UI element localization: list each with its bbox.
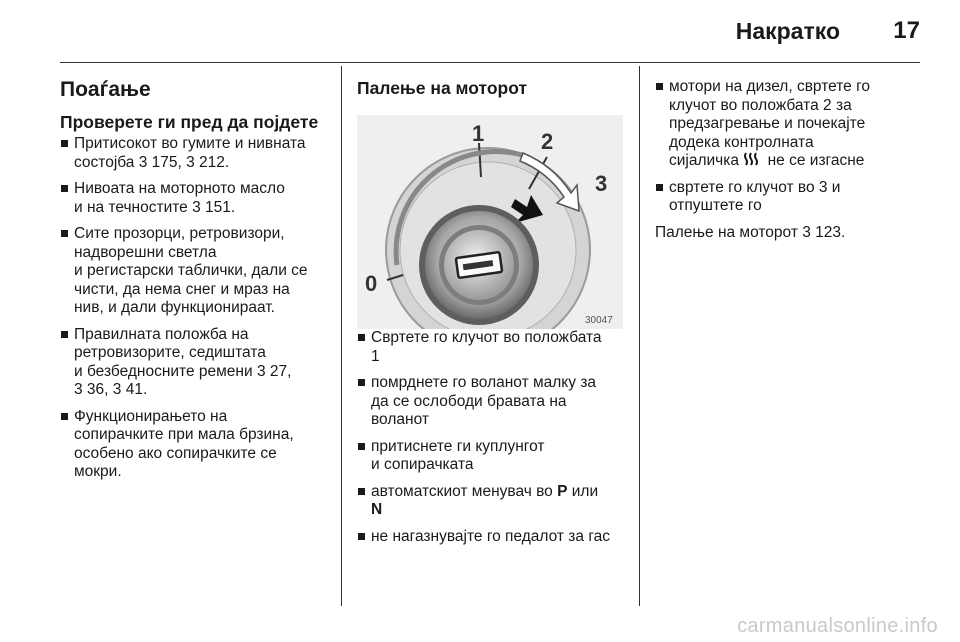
text-run: не се изгасне: [763, 152, 865, 169]
page-number: 17: [893, 17, 920, 44]
ignition-lock-illustration: [357, 115, 623, 329]
ignition-figure: [357, 115, 623, 329]
column-left: [60, 70, 332, 490]
list-line: свртете го клучот во 3 и: [669, 178, 841, 196]
page-header: [0, 0, 960, 64]
list-item: [357, 329, 629, 366]
column-divider-left: [341, 66, 342, 606]
list-line: [669, 152, 927, 171]
list-line: мотори на дизел, свртете го: [669, 78, 871, 95]
position-label-0: 0: [365, 271, 378, 296]
list-item: [357, 374, 629, 430]
list-line: отпуштете го: [669, 197, 762, 214]
position-label-3: 3: [595, 171, 608, 196]
gear-n-label: N: [371, 501, 383, 518]
figure-code: 30047: [585, 315, 613, 326]
square-bullet-icon: [61, 331, 68, 338]
list-line: и регистарски таблички, дали се: [74, 262, 308, 279]
list-line: да се ослободи бравата на: [371, 392, 567, 410]
position-label-2: 2: [541, 129, 554, 154]
list-line: 3 36, 3 41.: [74, 381, 148, 398]
list-line: надворешни светла: [74, 243, 217, 261]
square-bullet-icon: [358, 334, 365, 341]
glow-plug-icon: [743, 152, 763, 166]
list-line: сопирачките при мала брзина,: [74, 426, 294, 443]
start-steps-continued: [655, 78, 927, 216]
section-title: Накратко: [735, 18, 840, 44]
watermark: carmanualsonline.info: [737, 615, 938, 637]
list-line: 1: [371, 347, 380, 365]
square-bullet-icon: [358, 443, 365, 450]
list-line: особено ако сопирачките се: [74, 444, 277, 462]
list-item: [60, 408, 332, 482]
square-bullet-icon: [358, 533, 365, 540]
square-bullet-icon: [656, 184, 663, 191]
list-line: клучот во положбата 2 за: [669, 96, 852, 114]
key-slot: [456, 252, 502, 278]
list-item: [655, 78, 927, 171]
list-line: не нагазнувајте го педалот за гас: [371, 527, 611, 545]
list-line: состојба 3 175, 3 212.: [74, 153, 230, 171]
list-item: [60, 225, 332, 318]
square-bullet-icon: [61, 140, 68, 147]
list-item: [60, 135, 332, 172]
list-line: воланот: [371, 411, 429, 428]
subsection-heading: Проверете ги пред да појдете: [60, 112, 319, 132]
cross-reference: Палење на моторот 3 123.: [655, 223, 846, 241]
square-bullet-icon: [358, 379, 365, 386]
section-heading: Палење на моторот: [357, 78, 528, 98]
list-line: Функционирањето на: [74, 407, 228, 425]
list-line: предзагревање и почекајте: [669, 115, 866, 132]
list-line: ретровизорите, седиштата: [74, 344, 266, 361]
list-line: притиснете ги куплунгот: [371, 437, 545, 455]
square-bullet-icon: [61, 413, 68, 420]
list-line: Сите прозорци, ретровизори,: [74, 225, 285, 242]
list-line: Нивоата на моторното масло: [74, 180, 285, 197]
list-item: [357, 438, 629, 475]
list-item: [60, 326, 332, 400]
list-line: додека контролната: [669, 133, 814, 151]
list-item: [60, 180, 332, 217]
start-steps: [357, 329, 629, 546]
column-divider-right: [639, 66, 640, 606]
list-line: нив, и дали функционираат.: [74, 299, 275, 316]
list-line: и безбедносните ремени 3 27,: [74, 362, 292, 380]
checklist: [60, 135, 332, 482]
text-run: сијаличка: [669, 152, 744, 169]
list-line: чисти, да нема снег и мраз на: [74, 280, 290, 298]
header-divider: [60, 62, 920, 63]
list-line: мокри.: [74, 463, 122, 480]
list-line: Свртете го клучот во положбата: [371, 329, 602, 346]
position-label-1: 1: [472, 121, 485, 146]
square-bullet-icon: [358, 488, 365, 495]
square-bullet-icon: [61, 230, 68, 237]
text-run: автоматскиот менувач во: [371, 482, 558, 500]
column-right: [655, 70, 927, 242]
list-item: [655, 179, 927, 216]
list-line: помрднете го воланот малку за: [371, 374, 597, 391]
list-line: Притисокот во гумите и нивната: [74, 135, 306, 152]
column-middle: [357, 70, 629, 554]
list-line: Правилната положба на: [74, 325, 249, 343]
square-bullet-icon: [61, 185, 68, 192]
list-line: и сопирачката: [371, 456, 474, 473]
list-line: и на течностите 3 151.: [74, 198, 236, 216]
section-heading: Поаѓање: [60, 78, 151, 101]
square-bullet-icon: [656, 83, 663, 90]
text-run: или: [567, 482, 599, 500]
gear-p-label: P: [557, 482, 568, 500]
list-item: [357, 528, 629, 547]
list-line: [371, 483, 629, 502]
list-item: [357, 483, 629, 520]
